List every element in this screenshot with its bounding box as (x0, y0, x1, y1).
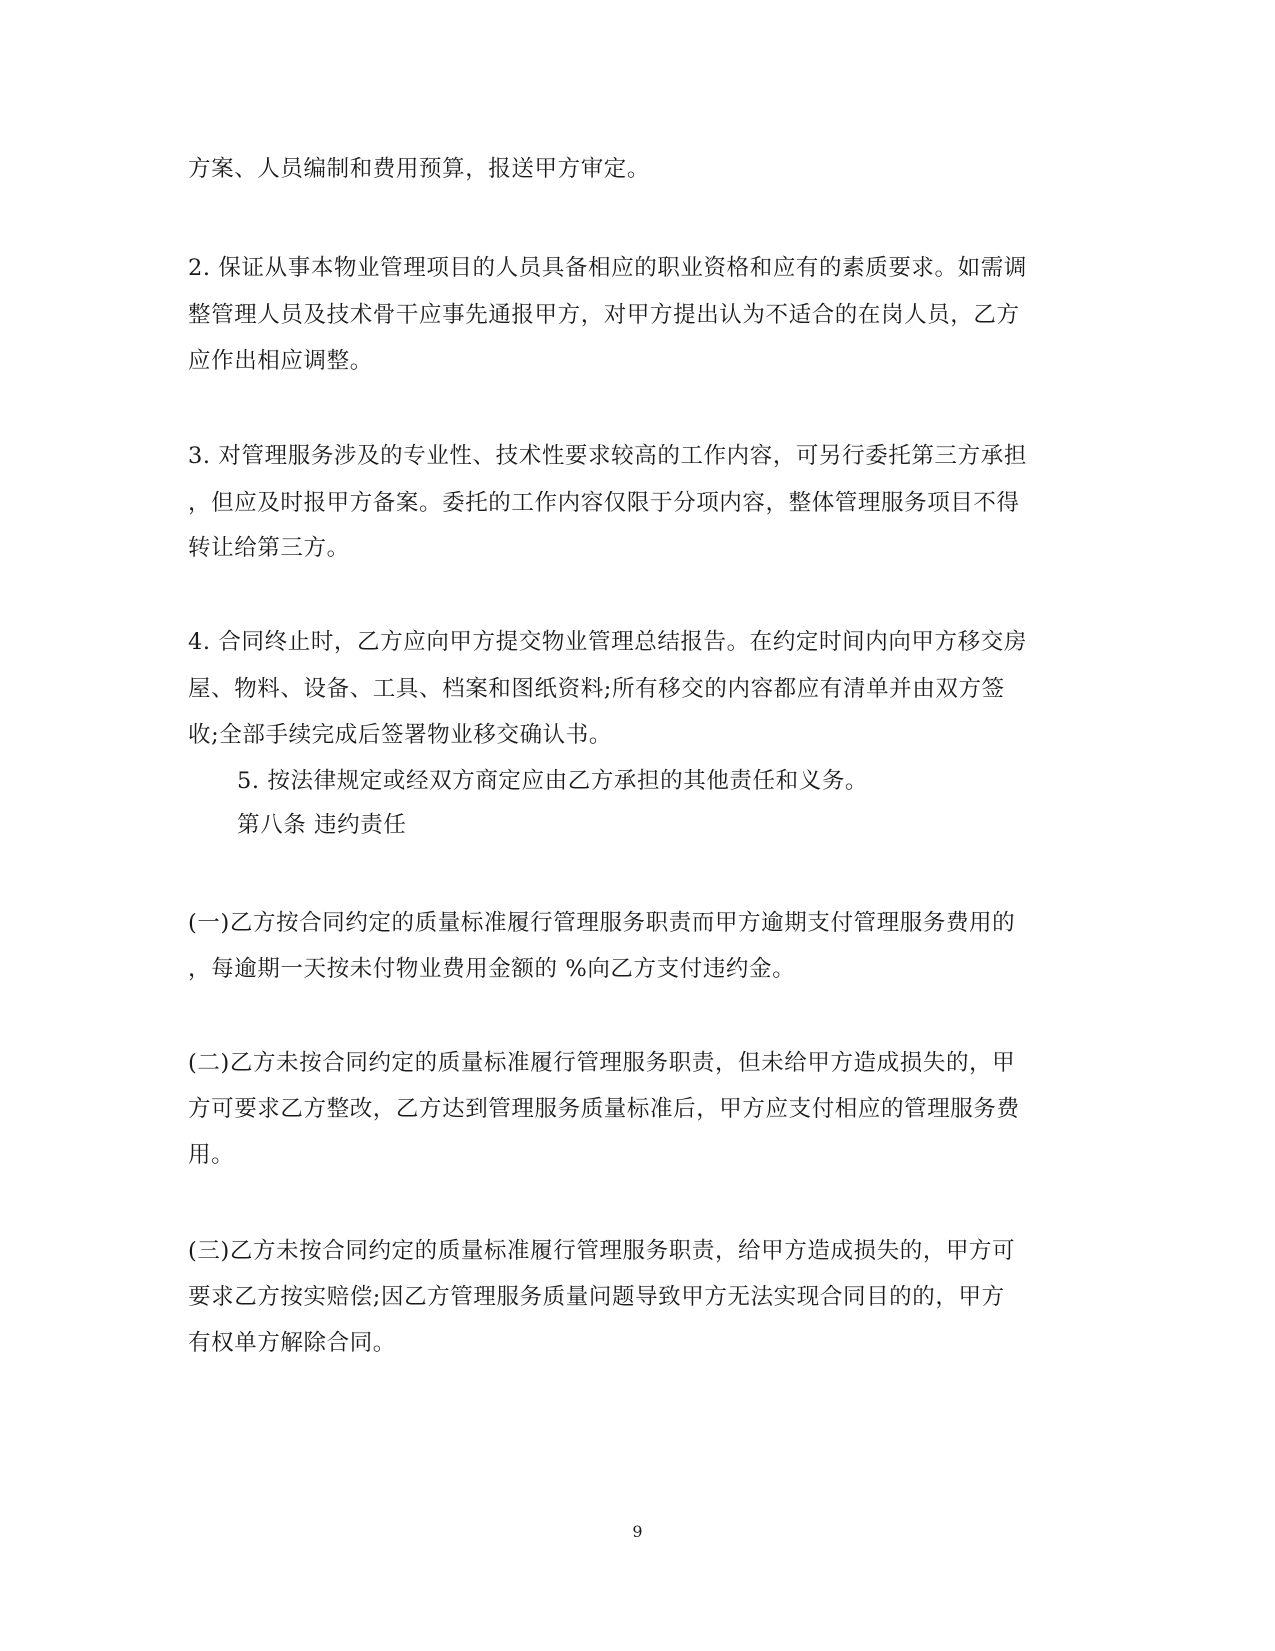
text-line: ，但应及时报甲方备案。委托的工作内容仅限于分项内容，整体管理服务项目不得 (188, 490, 1020, 516)
text-line: 应作出相应调整。 (188, 348, 373, 374)
text-line: 整管理人员及技术骨干应事先通报甲方，对甲方提出认为不适合的在岗人员，乙方 (188, 302, 1020, 328)
text-line: 收;全部手续完成后签署物业移交确认书。 (188, 722, 612, 748)
text-line: 方案、人员编制和费用预算，报送甲方审定。 (188, 156, 651, 182)
text-line: 2. 保证从事本物业管理项目的人员具备相应的职业资格和应有的素质要求。如需调 (188, 255, 1027, 281)
text-line: 屋、物料、设备、工具、档案和图纸资料;所有移交的内容都应有清单并由双方签 (188, 676, 1005, 702)
text-line: 5. 按法律规定或经双方商定应由乙方承担的其他责任和义务。 (237, 768, 869, 794)
text-line: 4. 合同终止时，乙方应向甲方提交物业管理总结报告。在约定时间内向甲方移交房 (188, 629, 1027, 655)
text-line: 转让给第三方。 (188, 535, 350, 561)
text-line: (三)乙方未按合同约定的质量标准履行管理服务职责，给甲方造成损失的，甲方可 (188, 1238, 1016, 1264)
text-line: ，每逾期一天按未付物业费用金额的 %向乙方支付违约金。 (188, 956, 796, 982)
text-line: (一)乙方按合同约定的质量标准履行管理服务职责而甲方逾期支付管理服务费用的 (188, 910, 1016, 936)
text-line: 3. 对管理服务涉及的专业性、技术性要求较高的工作内容，可另行委托第三方承担 (188, 443, 1027, 469)
text-line: (二)乙方未按合同约定的质量标准履行管理服务职责，但未给甲方造成损失的，甲 (188, 1050, 1016, 1076)
page-number: 9 (632, 1522, 643, 1541)
text-line: 有权单方解除合同。 (188, 1330, 396, 1356)
section-heading: 第八条 违约责任 (237, 812, 407, 838)
text-line: 用。 (188, 1142, 235, 1168)
text-line: 方可要求乙方整改，乙方达到管理服务质量标准后，甲方应支付相应的管理服务费 (188, 1096, 1020, 1122)
text-line: 要求乙方按实赔偿;因乙方管理服务质量问题导致甲方无法实现合同目的的，甲方 (188, 1284, 1005, 1310)
